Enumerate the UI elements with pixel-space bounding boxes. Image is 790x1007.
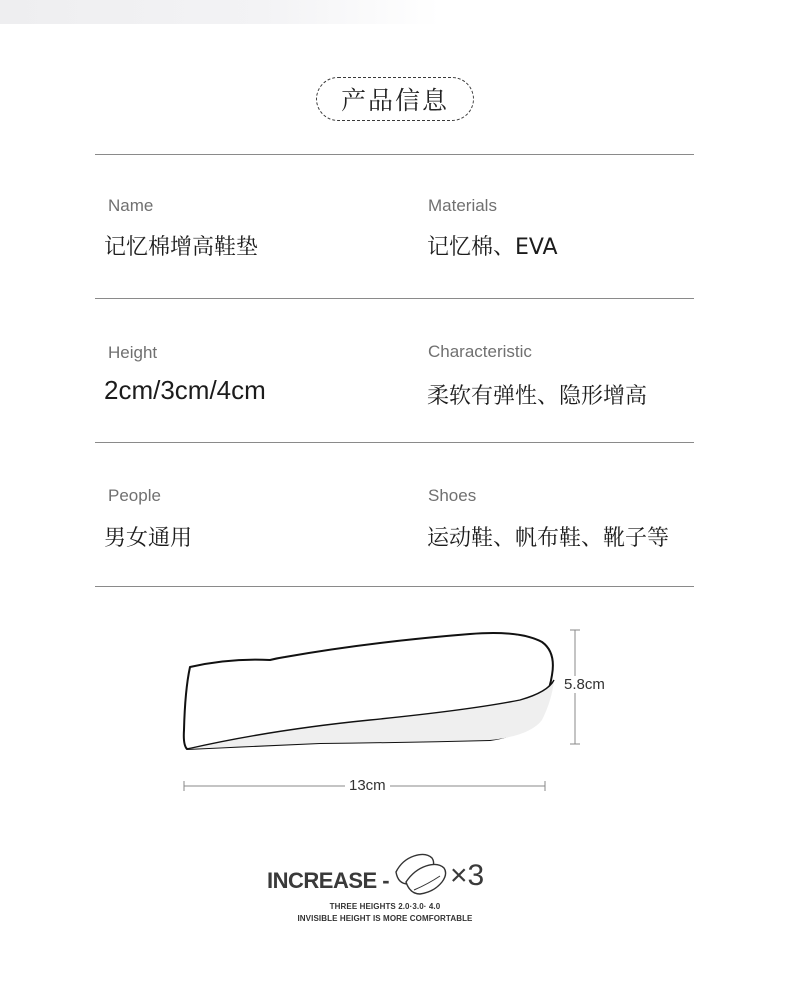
section-title [316,77,474,121]
length-dimension-label: 13cm [345,777,390,794]
name-value: 记忆棉增高鞋垫 [104,235,259,260]
name-label: Name [108,196,154,215]
divider-bottom [95,586,694,587]
divider-row2 [95,442,694,443]
stacked-insoles-icon [392,850,452,898]
divider-row1 [95,298,694,299]
insole-outline-icon [170,620,630,810]
height-label: Height [108,343,158,362]
characteristic-value: 柔软有弹性、隐形增高 [427,384,648,409]
materials-label: Materials [428,196,497,215]
shoes-value: 运动鞋、帆布鞋、靴子等 [427,526,670,551]
top-banner-fade [0,0,440,24]
people-value: 男女通用 [104,526,193,551]
shoes-label: Shoes [428,486,477,505]
increase-badge [262,848,502,938]
increase-label: INCREASE - [267,868,390,893]
three-heights-text: THREE HEIGHTS 2.0·3.0· 4.0 [329,902,441,911]
insole-diagram [170,620,630,810]
invisible-height-text: INVISIBLE HEIGHT IS MORE COMFORTABLE [297,914,473,923]
height-dimension-label: 5.8cm [560,676,609,693]
multiplier-label: ×3 [450,859,485,892]
divider-top [95,154,694,155]
characteristic-label: Characteristic [428,342,532,361]
section-title-text: 产品信息 [340,86,449,115]
materials-value: 记忆棉、EVA [427,235,558,260]
people-label: People [108,486,161,505]
height-value: 2cm/3cm/4cm [104,375,266,405]
